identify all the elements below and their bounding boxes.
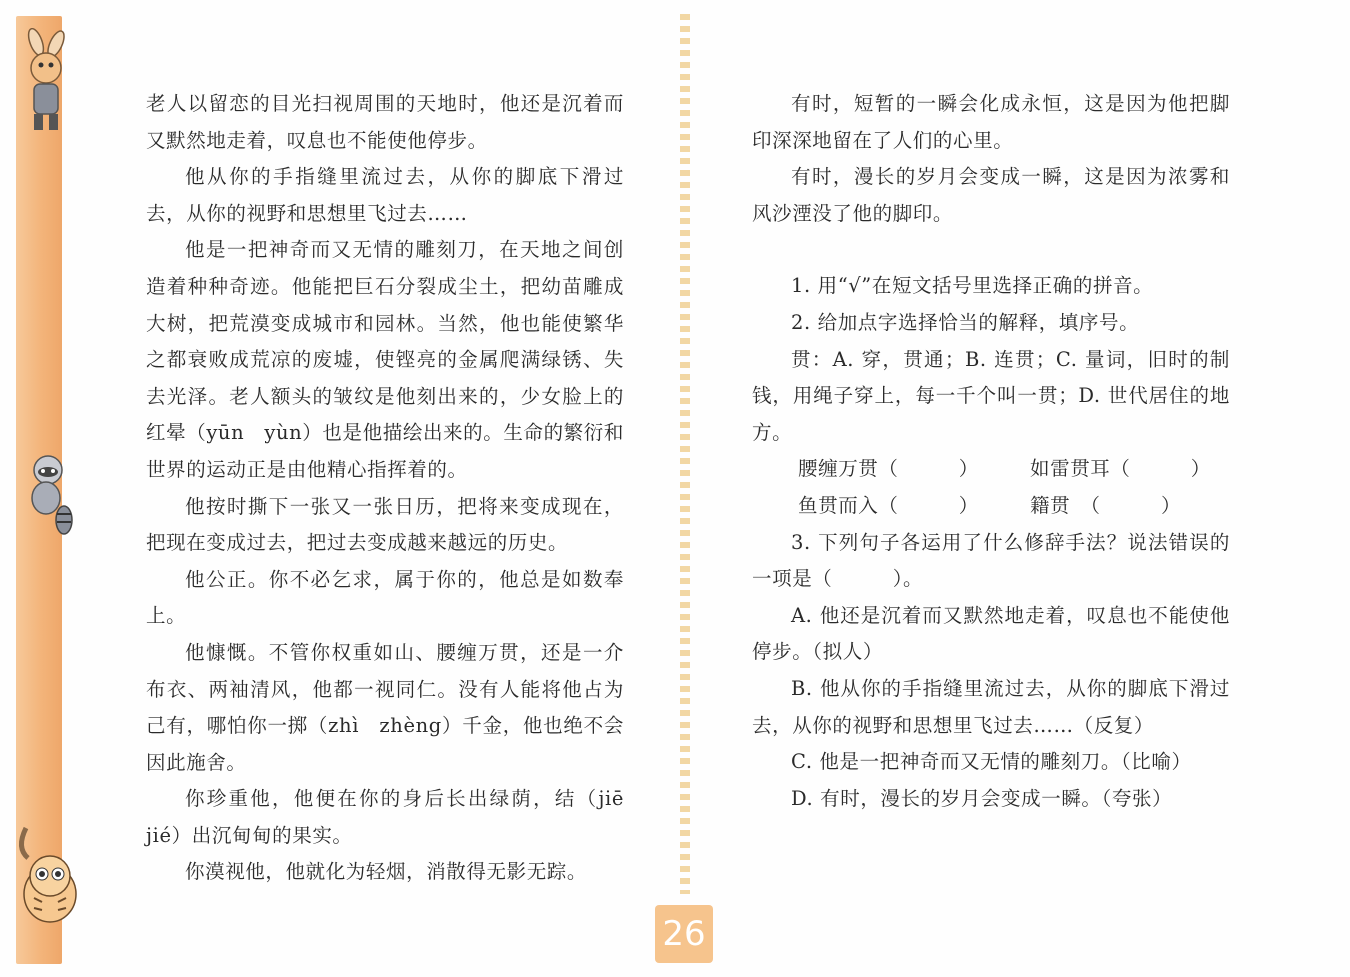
- question-3-option[interactable]: D. 有时，漫长的岁月会变成一瞬。（夸张）: [791, 786, 1173, 810]
- question-1: 1. 用“√”在短文括号里选择正确的拼音。: [791, 274, 1154, 298]
- question-2-row: [752, 488, 1230, 525]
- question-2-item[interactable]: 腰缠万贯（ ）: [798, 457, 979, 481]
- left-paragraph: 他公正。你不必乞求，属于你的，他总是如数奉上。: [146, 567, 624, 628]
- center-fold-divider: [680, 14, 690, 894]
- question-3-option[interactable]: B. 他从你的手指缝里流过去，从你的脚底下滑过去，从你的视野和思想里飞过去……（反复）: [752, 676, 1230, 737]
- left-text-column: [146, 86, 645, 891]
- question-2-row: [752, 451, 1230, 488]
- left-paragraph: 你漠视他，他就化为轻烟，消散得无影无踪。: [185, 860, 588, 884]
- question-2-item[interactable]: 籍贯 （ ）: [1030, 493, 1182, 517]
- raccoon-mascot-icon: [14, 448, 84, 538]
- right-paragraph: 有时，漫长的岁月会变成一瞬，这是因为浓雾和风沙湮没了他的脚印。: [752, 165, 1230, 225]
- section-gap: [752, 232, 1230, 268]
- left-paragraph: 他慷慨。不管你权重如山、腰缠万贯，还是一介布衣、两袖清风，他都一视同仁。没有人能将他占为己有，哪怕你一掷（zhì zhèng）千金，他也绝不会因此施舍。: [146, 640, 624, 774]
- left-paragraph: 他按时撕下一张又一张日历，把将来变成现在，把现在变成过去，把过去变成越来越远的历史。: [146, 494, 624, 555]
- left-paragraph: 你珍重他，他便在你的身后长出绿荫，结（jiē jié）出沉甸甸的果实。: [146, 787, 645, 847]
- question-3-option[interactable]: A. 他还是沉着而又默然地走着，叹息也不能使他停步。（拟人）: [752, 603, 1230, 664]
- tiger-mascot-icon: [12, 818, 86, 928]
- right-text-column: [752, 86, 1230, 817]
- left-paragraph: 他从你的手指缝里流过去，从你的脚底下滑过去，从你的视野和思想里飞过去……: [146, 165, 624, 225]
- page-number: 26: [655, 905, 713, 963]
- question-2: 2. 给加点字选择恰当的解释，填序号。: [791, 310, 1140, 334]
- question-2-item[interactable]: 如雷贯耳（ ）: [1030, 457, 1211, 481]
- left-paragraph: 他是一把神奇而又无情的雕刻刀，在天地之间创造着种种奇迹。他能把巨石分裂成尘土，把幼苗雕成大树，把荒漠变成城市和园林。当然，他也能使繁华之都衰败成荒凉的废墟，使铿亮的金属爬满绿锈、失去光泽。老人额头的皱纹是他刻出来的，少女脸上的红晕（yūn yùn）也是他描绘出来的。生命的繁衍和世界的运动正是由他精心指挥着的。: [146, 238, 624, 481]
- question-2-definition: 贯：A. 穿，贯通；B. 连贯；C. 量词，旧时的制钱，用绳子穿上，每一千个叫一贯；D. 世代居住的地方。: [752, 347, 1230, 444]
- left-paragraph: 老人以留恋的目光扫视周围的天地时，他还是沉着而又默然地走着，叹息也不能使他停步。: [146, 92, 624, 152]
- right-paragraph: 有时，短暂的一瞬会化成永恒，这是因为他把脚印深深地留在了人们的心里。: [752, 92, 1230, 152]
- question-2-item[interactable]: 鱼贯而入（ ）: [798, 493, 979, 517]
- question-3-option[interactable]: C. 他是一把神奇而又无情的雕刻刀。（比喻）: [791, 750, 1192, 774]
- rabbit-mascot-icon: [14, 28, 84, 138]
- question-3: 3. 下列句子各运用了什么修辞手法？说法错误的一项是（ ）。: [752, 530, 1230, 591]
